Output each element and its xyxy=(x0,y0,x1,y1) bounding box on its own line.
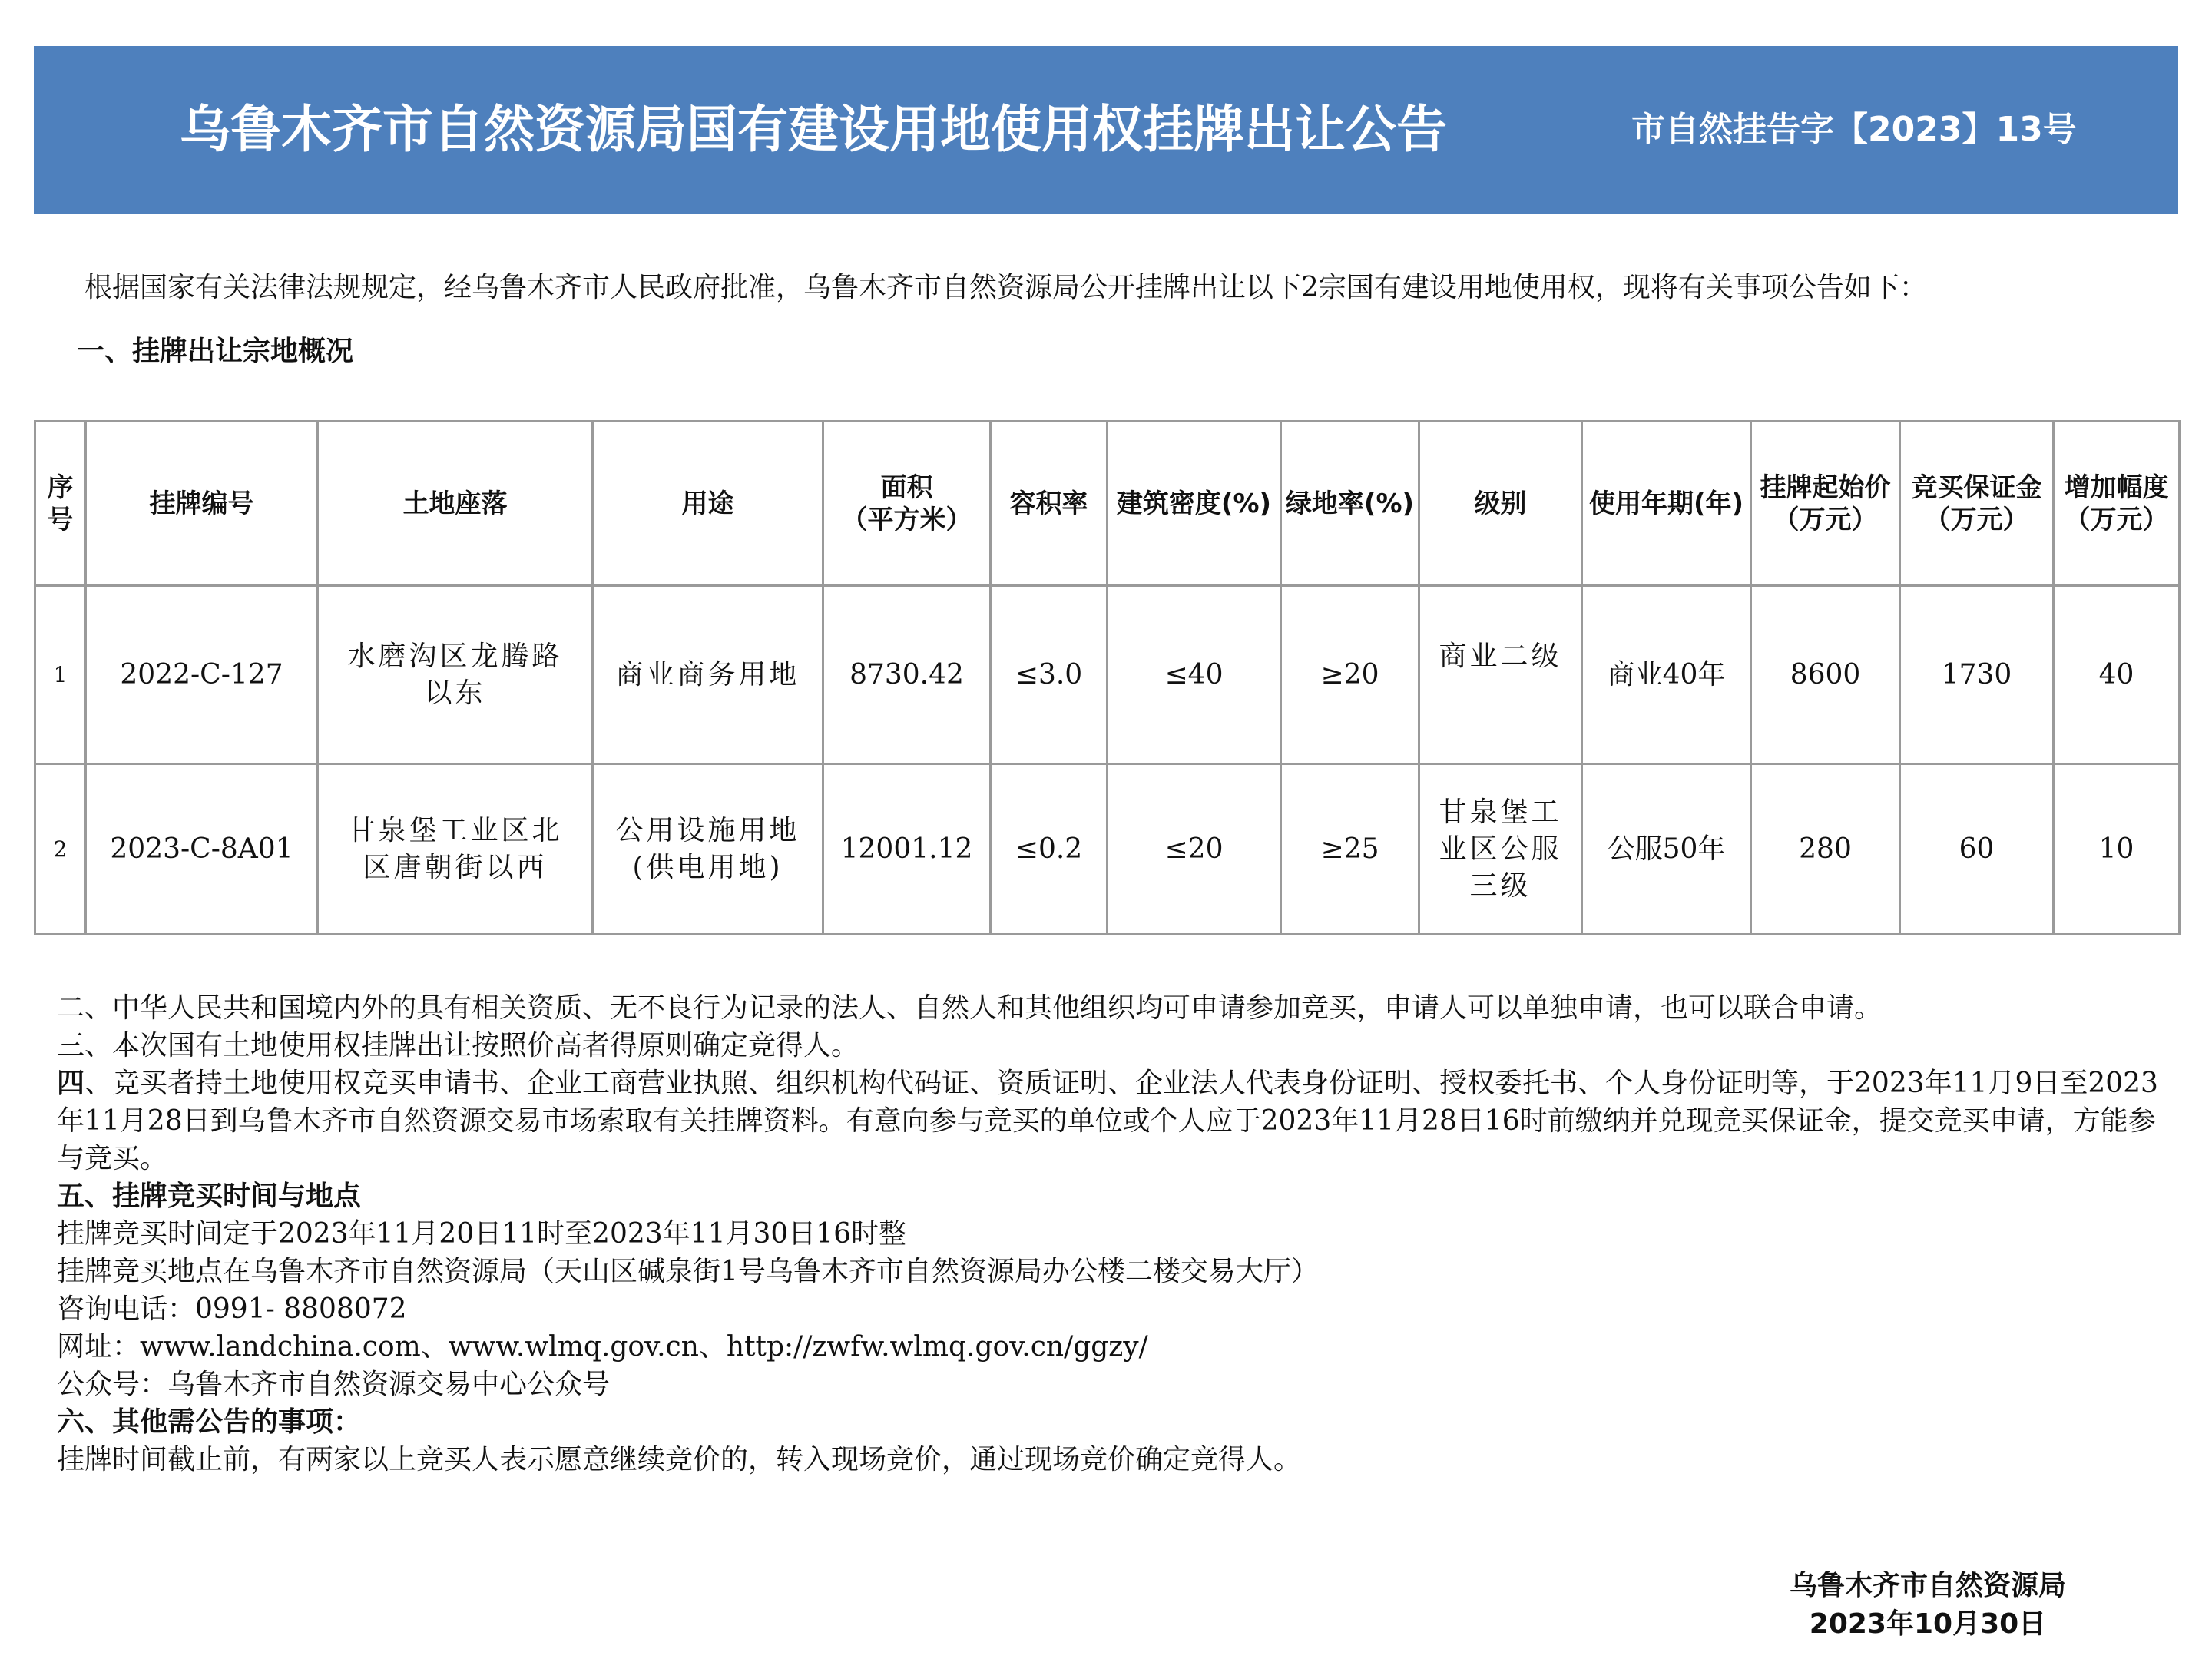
cell-density: ≤40 xyxy=(1108,586,1281,764)
cell-area: 8730.42 xyxy=(823,586,991,764)
cell-use: 公用设施用地 (供电用地) xyxy=(593,764,823,935)
cell-location: 水磨沟区龙腾路 以东 xyxy=(318,586,593,764)
section-1-title: 一、挂牌出让宗地概况 xyxy=(77,335,354,367)
cell-grade: 商业二级 xyxy=(1419,586,1582,764)
header-area: 面积 （平方米） xyxy=(823,422,991,586)
header-start-price: 挂牌起始价 （万元） xyxy=(1751,422,1900,586)
header-code: 挂牌编号 xyxy=(86,422,318,586)
table-row xyxy=(35,586,2180,764)
intro-paragraph: 根据国家有关法律法规规定，经乌鲁木齐市人民政府批准，乌鲁木齐市自然资源局公开挂牌出让以下2宗国有建设用地使用权，现将有关事项公告如下： xyxy=(84,272,1927,303)
notice-body xyxy=(57,989,2177,1479)
document-number: 市自然挂告字【2023】13号 xyxy=(1631,110,2077,149)
cell-use: 商业商务用地 xyxy=(593,586,823,764)
page-title: 乌鲁木齐市自然资源局国有建设用地使用权挂牌出让公告 xyxy=(180,100,1447,159)
cell-term: 商业40年 xyxy=(1582,586,1751,764)
header-deposit: 竞买保证金 （万元） xyxy=(1900,422,2054,586)
header-increment: 增加幅度 （万元） xyxy=(2054,422,2180,586)
cell-deposit: 60 xyxy=(1900,764,2054,935)
issue-date: 2023年10月30日 xyxy=(1809,1608,2047,1640)
header-seq: 序 号 xyxy=(35,422,86,586)
section-4-text xyxy=(57,1065,2177,1177)
cell-start-price: 8600 xyxy=(1751,586,1900,764)
cell-seq: 1 xyxy=(35,586,86,764)
section-5-title: 五、挂牌竞买时间与地点 xyxy=(57,1181,362,1212)
land-parcel-table xyxy=(34,420,2181,935)
cell-far: ≤3.0 xyxy=(991,586,1108,764)
wechat-account: 公众号：乌鲁木齐市自然资源交易中心公众号 xyxy=(57,1369,611,1400)
section-6-text: 挂牌时间截止前，有两家以上竞买人表示愿意继续竞价的，转入现场竞价，通过现场竞价确定竞得人。 xyxy=(57,1444,1302,1475)
section-2-text: 二、中华人民共和国境内外的具有相关资质、无不良行为记录的法人、自然人和其他组织均可申请参加竞买，申请人可以单独申请，也可以联合申请。 xyxy=(57,992,1883,1024)
cell-green: ≥20 xyxy=(1281,586,1419,764)
cell-increment: 40 xyxy=(2054,586,2180,764)
header-far: 容积率 xyxy=(991,422,1108,586)
header-use: 用途 xyxy=(593,422,823,586)
websites: 网址：www.landchina.com、www.wlmq.gov.cn、http://zwfw.wlmq.gov.cn/ggzy/ xyxy=(57,1331,1148,1363)
issuing-organization: 乌鲁木齐市自然资源局 xyxy=(1789,1570,2066,1601)
header-green: 绿地率(%) xyxy=(1281,422,1419,586)
cell-density: ≤20 xyxy=(1108,764,1281,935)
signature-block xyxy=(1790,1567,2066,1644)
header-density: 建筑密度(%) xyxy=(1108,422,1281,586)
cell-term: 公服50年 xyxy=(1582,764,1751,935)
cell-location: 甘泉堡工业区北 区唐朝街以西 xyxy=(318,764,593,935)
cell-seq: 2 xyxy=(35,764,86,935)
cell-deposit: 1730 xyxy=(1900,586,2054,764)
header-location: 土地座落 xyxy=(318,422,593,586)
title-banner xyxy=(34,46,2178,214)
cell-green: ≥25 xyxy=(1281,764,1419,935)
bidding-place: 挂牌竞买地点在乌鲁木齐市自然资源局（天山区碱泉街1号乌鲁木齐市自然资源局办公楼二楼交易大厅） xyxy=(57,1256,1319,1287)
section-3-text: 三、本次国有土地使用权挂牌出让按照价高者得原则确定竞得人。 xyxy=(57,1030,859,1061)
cell-code: 2022-C-127 xyxy=(86,586,318,764)
header-grade: 级别 xyxy=(1419,422,1582,586)
cell-increment: 10 xyxy=(2054,764,2180,935)
cell-far: ≤0.2 xyxy=(991,764,1108,935)
header-term: 使用年期(年) xyxy=(1582,422,1751,586)
cell-grade: 甘泉堡工 业区公服 三级 xyxy=(1419,764,1582,935)
section-4-body: 、竞买者持土地使用权竞买申请书、企业工商营业执照、组织机构代码证、资质证明、企业法人代表身份证明、授权委托书、个人身份证明等，于2023年11月9日至2023年11月28日到乌鲁木齐市自然资源交易市场索取有关挂牌资料。有意向参与竞买的单位或个人应于2023年11月28日16时前缴纳并兑现竞买保证金，提交竞买申请，方能参与竞买。 xyxy=(57,1068,2158,1174)
section-4-label: 四 xyxy=(57,1068,85,1099)
cell-area: 12001.12 xyxy=(823,764,991,935)
bidding-time: 挂牌竞买时间定于2023年11月20日11时至2023年11月30日16时整 xyxy=(57,1218,907,1250)
cell-start-price: 280 xyxy=(1751,764,1900,935)
phone-number: 咨询电话：0991- 8808072 xyxy=(57,1293,407,1325)
table-row xyxy=(35,764,2180,935)
section-6-title: 六、其他需公告的事项： xyxy=(57,1406,362,1438)
cell-code: 2023-C-8A01 xyxy=(86,764,318,935)
table-header-row xyxy=(35,422,2180,586)
